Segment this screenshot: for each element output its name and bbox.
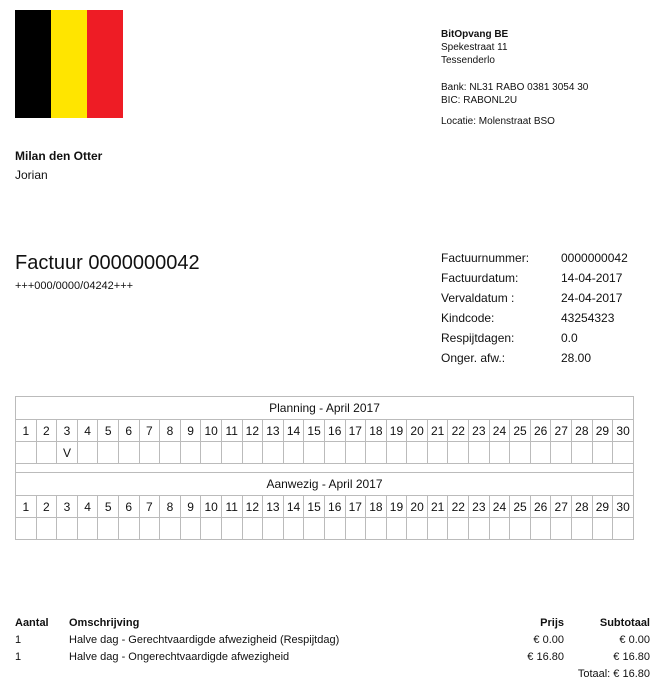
meta-row <box>441 288 628 308</box>
company-bank: Bank: NL31 RABO 0381 3054 30 <box>441 82 589 93</box>
planning-mark-cell <box>118 442 139 464</box>
planning-day-cell: 4 <box>77 420 98 442</box>
planning-mark-cell <box>613 442 634 464</box>
attendance-day-cell: 27 <box>551 496 572 518</box>
attendance-day-cell: 14 <box>283 496 304 518</box>
attendance-mark-cell <box>118 518 139 540</box>
calendar-spacer <box>16 464 634 473</box>
planning-day-cell: 29 <box>592 420 613 442</box>
planning-mark-cell <box>201 442 222 464</box>
child-name: Jorian <box>15 168 48 182</box>
planning-mark-cell <box>263 442 284 464</box>
planning-mark-cell <box>551 442 572 464</box>
meta-label: Factuurdatum: <box>441 271 519 285</box>
planning-mark-cell <box>16 442 37 464</box>
planning-mark-cell <box>139 442 160 464</box>
attendance-day-cell: 1 <box>16 496 37 518</box>
meta-value: 0.0 <box>561 331 578 345</box>
planning-mark-cell <box>469 442 490 464</box>
planning-day-cell: 16 <box>324 420 345 442</box>
planning-day-cell: 8 <box>160 420 181 442</box>
planning-day-cell: 19 <box>386 420 407 442</box>
attendance-mark-cell <box>201 518 222 540</box>
meta-value: 14-04-2017 <box>561 271 623 285</box>
attendance-mark-cell <box>16 518 37 540</box>
planning-day-cell: 10 <box>201 420 222 442</box>
planning-day-cell: 21 <box>427 420 448 442</box>
attendance-day-cell: 12 <box>242 496 263 518</box>
attendance-day-cell: 8 <box>160 496 181 518</box>
planning-mark-cell <box>386 442 407 464</box>
planning-marks-row <box>16 442 634 464</box>
planning-day-cell: 7 <box>139 420 160 442</box>
attendance-day-cell: 18 <box>366 496 387 518</box>
belgian-flag <box>15 10 123 118</box>
planning-title: Planning - April 2017 <box>16 397 634 420</box>
invoice-meta <box>441 248 628 368</box>
company-bic: BIC: RABONL2U <box>441 95 518 106</box>
line-subtotal: € 0.00 <box>619 633 650 646</box>
attendance-mark-cell <box>98 518 119 540</box>
attendance-title: Aanwezig - April 2017 <box>16 473 634 496</box>
line-qty: 1 <box>15 633 22 646</box>
company-street: Spekestraat 11 <box>441 42 508 53</box>
meta-value: 28.00 <box>561 351 592 365</box>
attendance-mark-cell <box>36 518 57 540</box>
meta-label: Factuurnummer: <box>441 251 530 265</box>
meta-label: Onger. afw.: <box>441 351 506 365</box>
attendance-mark-cell <box>427 518 448 540</box>
table-row <box>15 648 650 665</box>
attendance-mark-cell <box>448 518 469 540</box>
planning-day-cell: 1 <box>16 420 37 442</box>
company-name: BitOpvang BE <box>441 29 509 40</box>
meta-label: Respijtdagen: <box>441 331 515 345</box>
line-desc: Halve dag - Gerechtvaardigde afwezigheid (Respijtdag) <box>69 633 340 646</box>
meta-row <box>441 268 628 288</box>
attendance-mark-cell <box>180 518 201 540</box>
planning-days-row <box>16 420 634 442</box>
attendance-day-cell: 7 <box>139 496 160 518</box>
planning-day-cell: 25 <box>510 420 531 442</box>
planning-mark-cell <box>77 442 98 464</box>
attendance-mark-cell <box>386 518 407 540</box>
planning-day-cell: 12 <box>242 420 263 442</box>
company-city: Tessenderlo <box>441 55 495 66</box>
planning-day-cell: 30 <box>613 420 634 442</box>
planning-day-cell: 6 <box>118 420 139 442</box>
attendance-day-cell: 28 <box>572 496 593 518</box>
planning-mark-cell <box>221 442 242 464</box>
meta-value: 43254323 <box>561 311 615 325</box>
customer-info <box>15 147 102 185</box>
line-qty: 1 <box>15 650 22 663</box>
planning-day-cell: 11 <box>221 420 242 442</box>
attendance-day-cell: 16 <box>324 496 345 518</box>
attendance-day-cell: 9 <box>180 496 201 518</box>
header-description: Omschrijving <box>69 616 140 629</box>
header-qty: Aantal <box>15 616 49 629</box>
lines-header-row <box>15 614 650 631</box>
attendance-mark-cell <box>366 518 387 540</box>
attendance-day-cell: 3 <box>57 496 78 518</box>
planning-day-cell: 22 <box>448 420 469 442</box>
flag-stripe-red <box>87 10 123 118</box>
attendance-mark-cell <box>324 518 345 540</box>
company-info <box>441 28 588 128</box>
planning-mark-cell <box>510 442 531 464</box>
attendance-mark-cell <box>139 518 160 540</box>
company-location: Locatie: Molenstraat BSO <box>441 116 555 127</box>
planning-mark-cell <box>180 442 201 464</box>
planning-day-cell: 5 <box>98 420 119 442</box>
planning-mark-cell <box>36 442 57 464</box>
attendance-mark-cell <box>345 518 366 540</box>
meta-value: 0000000042 <box>561 251 628 265</box>
line-price: € 16.80 <box>527 650 564 663</box>
attendance-days-row <box>16 496 634 518</box>
header-subtotal: Subtotaal <box>599 616 650 629</box>
attendance-day-cell: 26 <box>530 496 551 518</box>
planning-mark-cell <box>448 442 469 464</box>
planning-mark-cell <box>242 442 263 464</box>
planning-day-cell: 27 <box>551 420 572 442</box>
meta-value: 24-04-2017 <box>561 291 623 305</box>
planning-mark-cell <box>366 442 387 464</box>
planning-mark-cell <box>304 442 325 464</box>
planning-mark-cell <box>592 442 613 464</box>
attendance-day-cell: 13 <box>263 496 284 518</box>
meta-row <box>441 348 628 368</box>
attendance-day-cell: 4 <box>77 496 98 518</box>
planning-day-cell: 14 <box>283 420 304 442</box>
line-price: € 0.00 <box>533 633 564 646</box>
attendance-day-cell: 11 <box>221 496 242 518</box>
attendance-mark-cell <box>221 518 242 540</box>
attendance-mark-cell <box>572 518 593 540</box>
attendance-day-cell: 5 <box>98 496 119 518</box>
attendance-mark-cell <box>530 518 551 540</box>
line-subtotal: € 16.80 <box>613 650 650 663</box>
attendance-mark-cell <box>283 518 304 540</box>
attendance-mark-cell <box>407 518 428 540</box>
attendance-mark-cell <box>489 518 510 540</box>
attendance-title-row <box>16 473 634 496</box>
meta-row <box>441 308 628 328</box>
attendance-mark-cell <box>510 518 531 540</box>
planning-mark-cell <box>489 442 510 464</box>
planning-mark-cell <box>283 442 304 464</box>
planning-mark-cell <box>345 442 366 464</box>
total-row <box>15 665 650 682</box>
flag-stripe-black <box>15 10 51 118</box>
meta-label: Vervaldatum : <box>441 291 515 305</box>
calendar-table <box>15 396 634 540</box>
table-row <box>15 631 650 648</box>
payment-reference: +++000/0000/04242+++ <box>15 280 134 292</box>
planning-day-cell: 2 <box>36 420 57 442</box>
attendance-mark-cell <box>613 518 634 540</box>
planning-day-cell: 23 <box>469 420 490 442</box>
invoice-title: Factuur 0000000042 <box>15 252 200 274</box>
meta-row <box>441 328 628 348</box>
total-amount: Totaal: € 16.80 <box>577 667 650 680</box>
planning-day-cell: 13 <box>263 420 284 442</box>
attendance-day-cell: 24 <box>489 496 510 518</box>
attendance-day-cell: 10 <box>201 496 222 518</box>
attendance-marks-row <box>16 518 634 540</box>
planning-day-cell: 15 <box>304 420 325 442</box>
planning-mark-cell <box>407 442 428 464</box>
planning-mark-cell <box>572 442 593 464</box>
attendance-mark-cell <box>160 518 181 540</box>
attendance-day-cell: 2 <box>36 496 57 518</box>
attendance-mark-cell <box>469 518 490 540</box>
attendance-day-cell: 25 <box>510 496 531 518</box>
meta-row <box>441 248 628 268</box>
planning-day-cell: 18 <box>366 420 387 442</box>
planning-day-cell: 17 <box>345 420 366 442</box>
planning-day-cell: 26 <box>530 420 551 442</box>
planning-mark-cell <box>530 442 551 464</box>
planning-mark-cell <box>324 442 345 464</box>
planning-mark-cell <box>98 442 119 464</box>
line-desc: Halve dag - Ongerechtvaardigde afwezigheid <box>69 650 290 663</box>
flag-stripe-yellow <box>51 10 87 118</box>
attendance-mark-cell <box>57 518 78 540</box>
attendance-day-cell: 15 <box>304 496 325 518</box>
attendance-day-cell: 6 <box>118 496 139 518</box>
attendance-day-cell: 21 <box>427 496 448 518</box>
attendance-mark-cell <box>77 518 98 540</box>
planning-day-cell: 9 <box>180 420 201 442</box>
attendance-mark-cell <box>592 518 613 540</box>
attendance-day-cell: 23 <box>469 496 490 518</box>
attendance-day-cell: 19 <box>386 496 407 518</box>
attendance-mark-cell <box>263 518 284 540</box>
attendance-day-cell: 22 <box>448 496 469 518</box>
customer-name: Milan den Otter <box>15 149 103 163</box>
attendance-day-cell: 20 <box>407 496 428 518</box>
attendance-mark-cell <box>551 518 572 540</box>
planning-mark-cell <box>160 442 181 464</box>
planning-day-cell: 28 <box>572 420 593 442</box>
planning-mark-cell <box>427 442 448 464</box>
planning-title-row <box>16 397 634 420</box>
header-price: Prijs <box>540 616 564 629</box>
attendance-mark-cell <box>304 518 325 540</box>
planning-day-cell: 3 <box>57 420 78 442</box>
planning-day-cell: 24 <box>489 420 510 442</box>
attendance-day-cell: 29 <box>592 496 613 518</box>
attendance-day-cell: 30 <box>613 496 634 518</box>
attendance-mark-cell <box>242 518 263 540</box>
planning-day-cell: 20 <box>407 420 428 442</box>
attendance-day-cell: 17 <box>345 496 366 518</box>
invoice-lines-table <box>15 614 650 682</box>
meta-label: Kindcode: <box>441 311 495 325</box>
planning-mark-cell: V <box>57 442 78 464</box>
